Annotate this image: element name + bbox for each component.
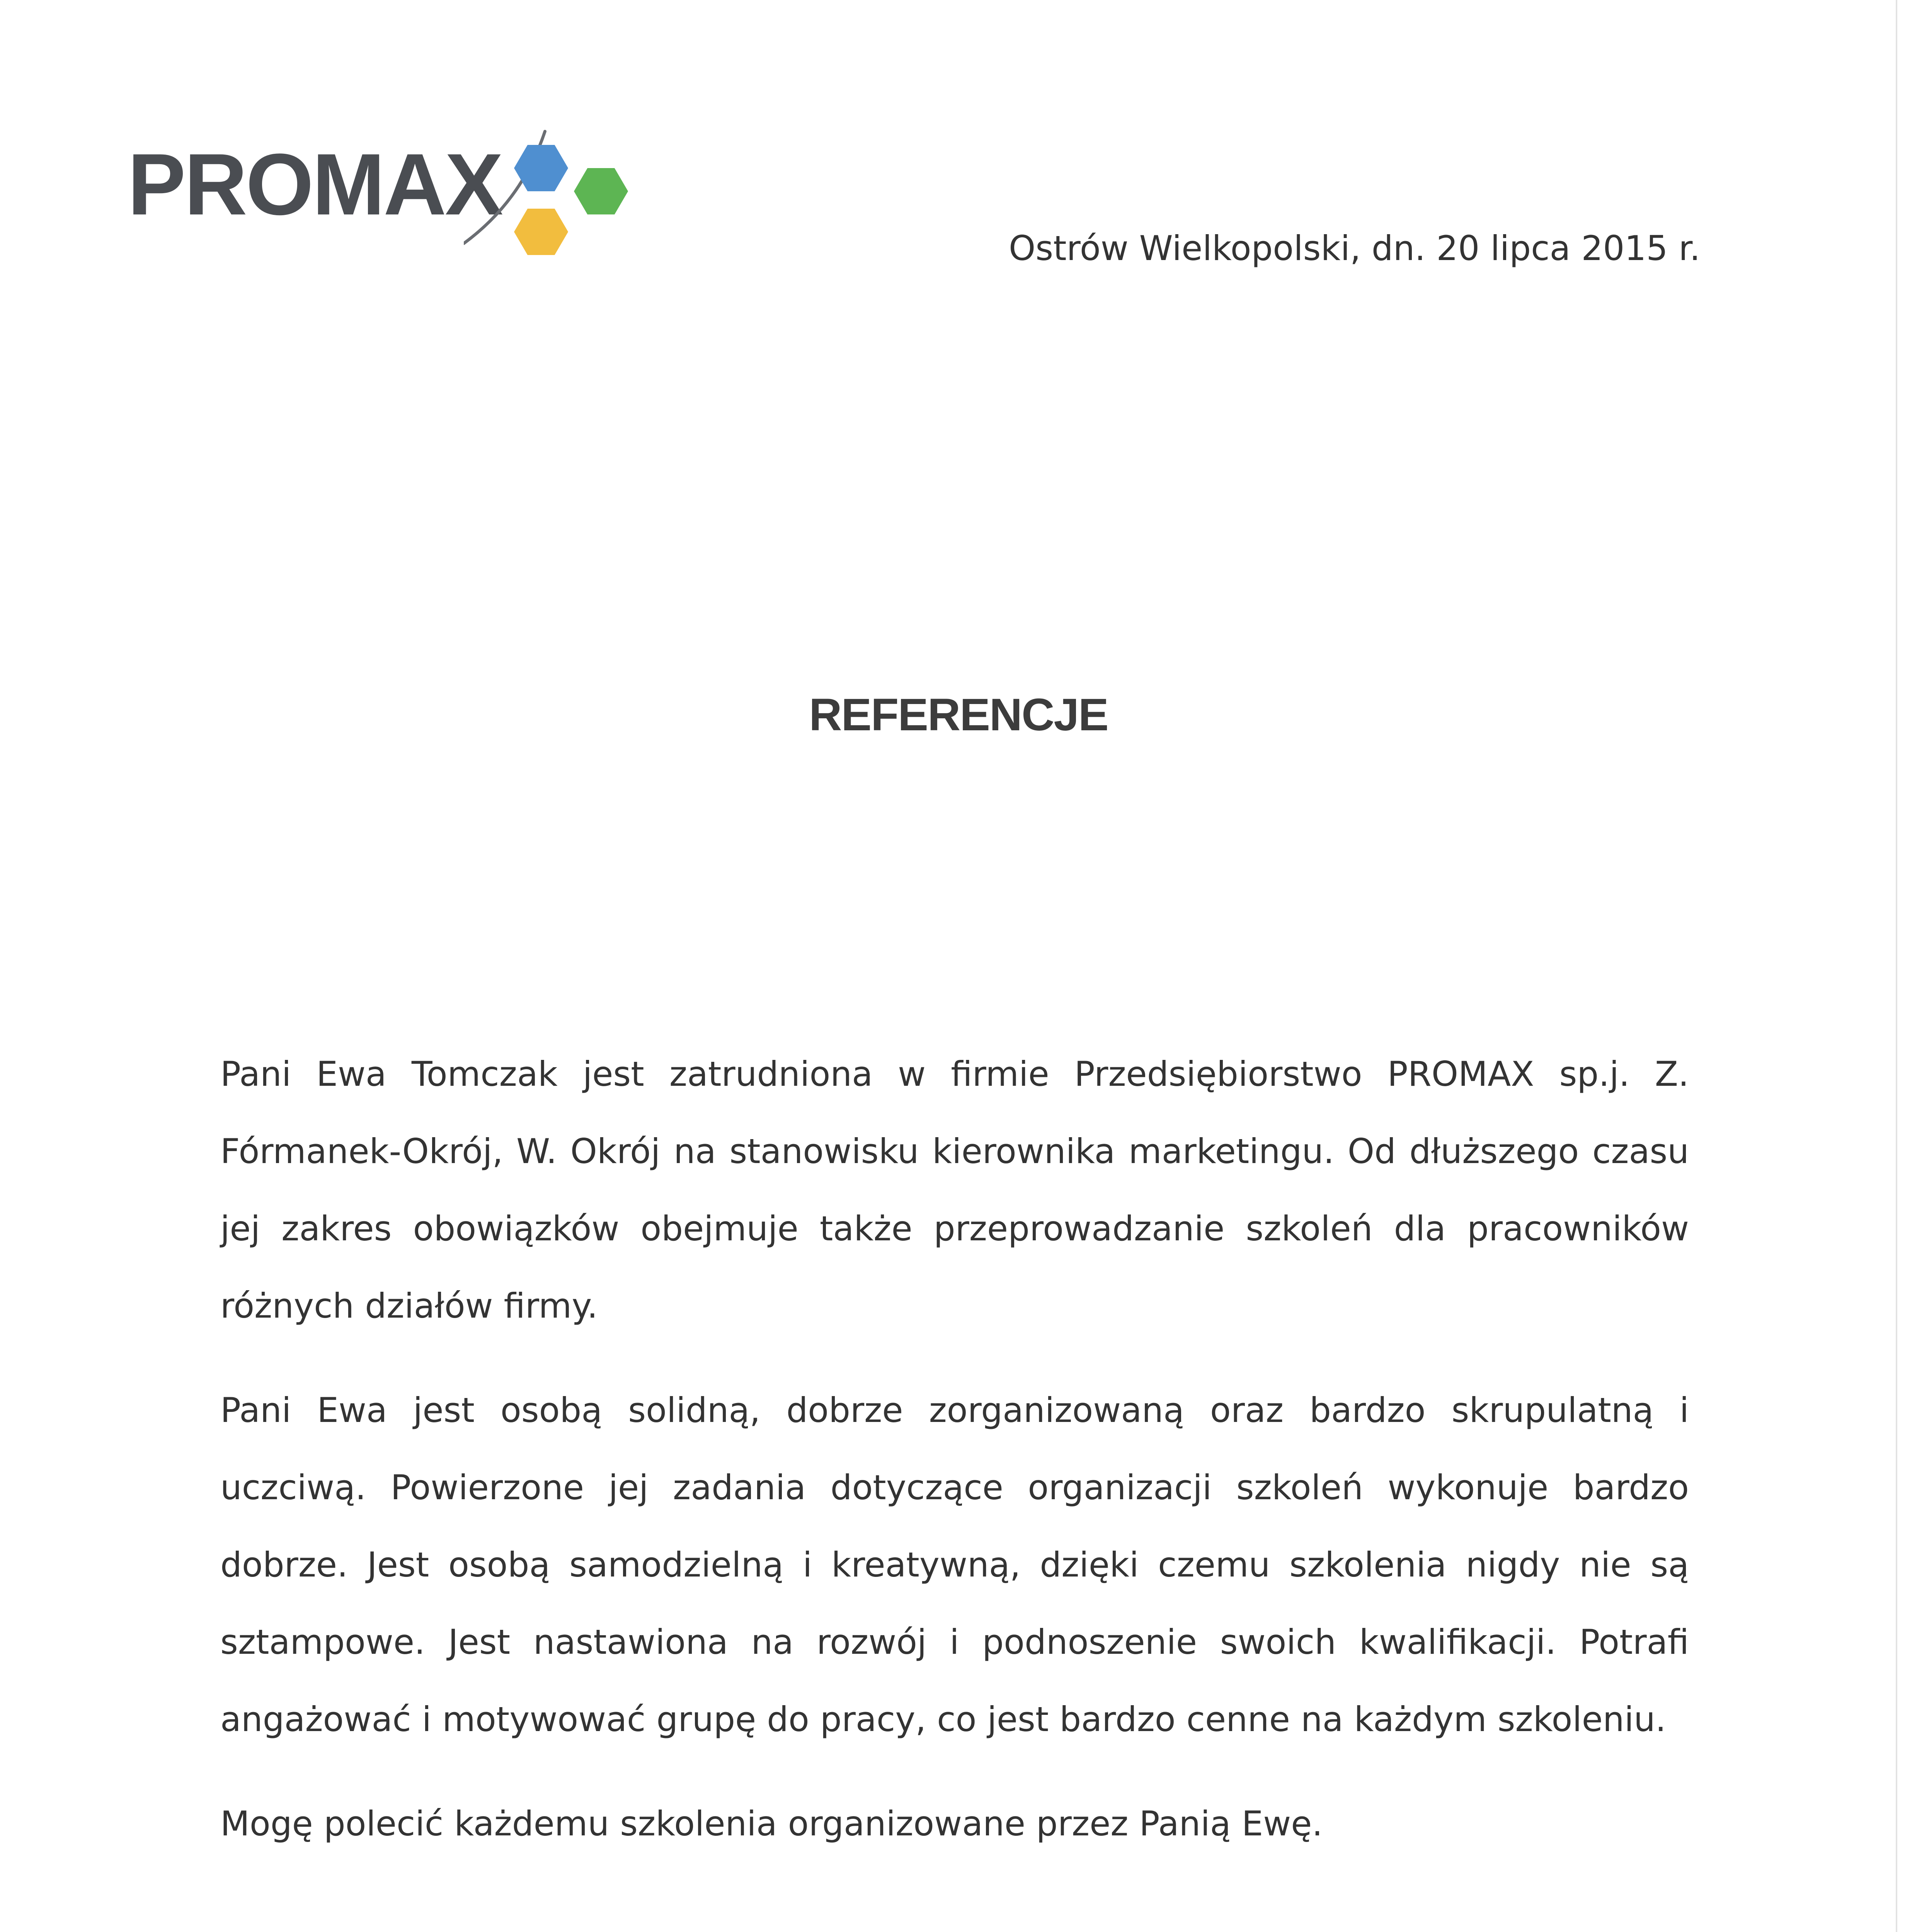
letter-body (220, 1036, 1689, 1889)
paragraph-recommendation: Mogę polecić każdemu szkolenia organizowane przez Panią Ewę. (220, 1804, 1323, 1844)
document-title: REFERENCJE (809, 689, 1108, 740)
paragraph-employment: Pani Ewa Tomczak jest zatrudniona w firmie Przedsiębiorstwo PROMAX sp.j. Z. Fórmanek-Okrój, W. Okrój na stanowisku kierownika marketingu. Od dłuższego czasu jej zakres obowiązków obejmuje także przeprowadzanie szkoleń dla pracowników różnych działów firmy. (220, 1054, 1689, 1326)
logo-wordmark: PROMAX (128, 135, 502, 233)
hexagon-cluster-icon (464, 128, 642, 274)
promax-logo (128, 128, 642, 274)
date-line: Ostrów Wielkopolski, dn. 20 lipca 2015 r. (1009, 228, 1701, 268)
scan-edge-rule (1896, 0, 1897, 1932)
paragraph-qualities: Pani Ewa jest osobą solidną, dobrze zorganizowaną oraz bardzo skrupulatną i uczciwą. Powierzone jej zadania dotyczące organizacji szkoleń wykonuje bardzo dobrze. Jest osobą samodzielną i kreatywną, dzięki czemu szkolenia nigdy nie są sztampowe. Jest nastawiona na rozwój i podnoszenie swoich kwalifikacji. Potrafi angażować i motywować grupę do pracy, co jest bardzo cenne na każdym szkoleniu. (220, 1390, 1689, 1739)
